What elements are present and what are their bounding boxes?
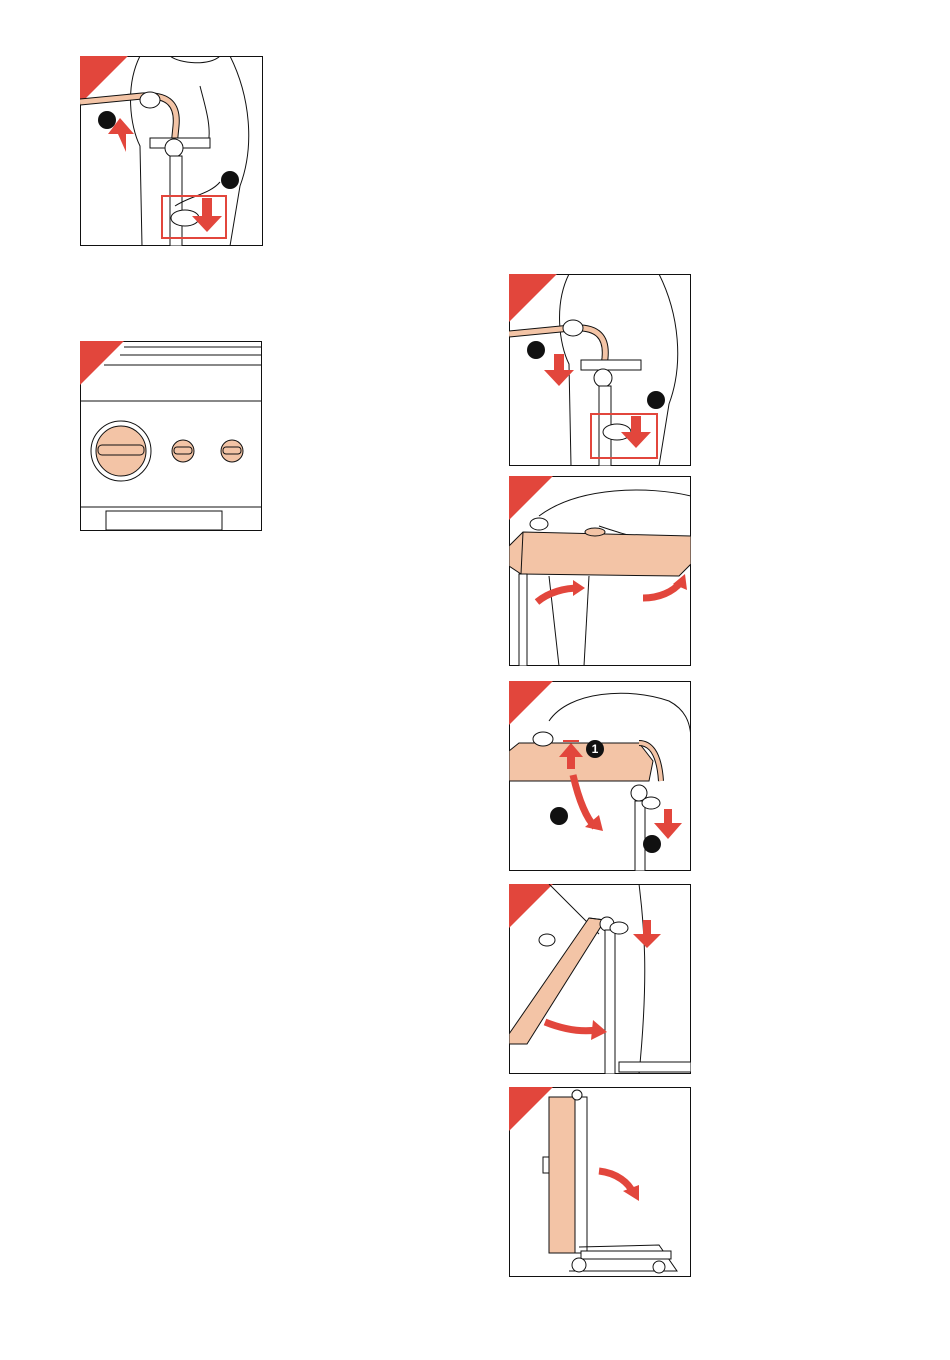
step-marker (643, 835, 661, 853)
step-marker (98, 111, 116, 129)
step-marker (221, 171, 239, 189)
figure-lower-handle (509, 274, 691, 466)
figure-fold-steps (509, 681, 691, 871)
figure-stored-upright (509, 1087, 691, 1277)
step-marker (647, 391, 665, 409)
step-marker (550, 807, 568, 825)
figure-unfold-board (509, 476, 691, 666)
step-marker (527, 341, 545, 359)
figure-control-knobs (80, 341, 262, 531)
svg-text:1: 1 (591, 742, 599, 756)
figure-lift-handle-release (80, 56, 263, 246)
figure-tilt-board (509, 884, 691, 1074)
